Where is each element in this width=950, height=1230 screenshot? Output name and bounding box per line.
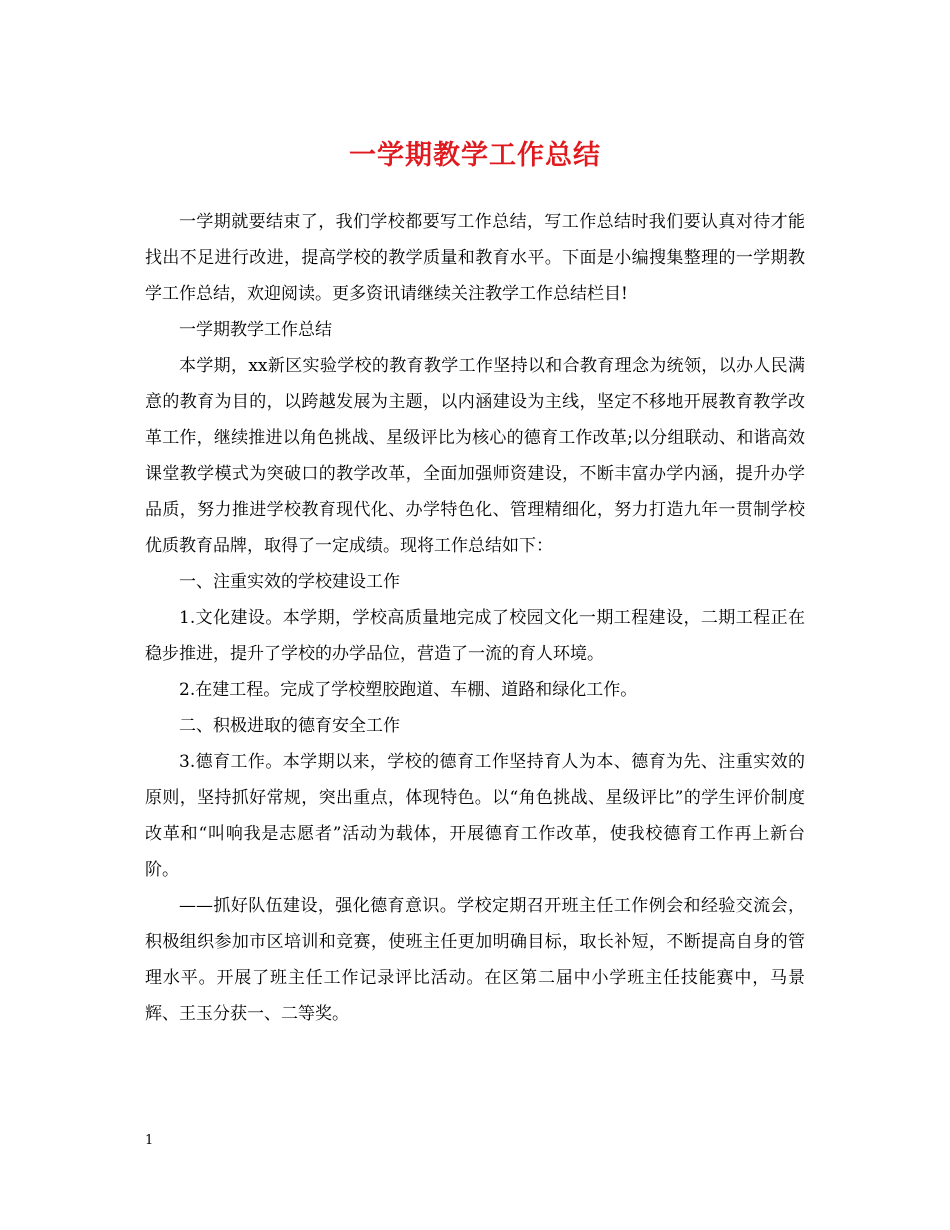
- section-heading-2: 二、积极进取的德育安全工作: [179, 716, 400, 736]
- paragraph-intro: 一学期就要结束了，我们学校都要写工作总结，写工作总结时我们要认真对待才能找出不足进行改进，提高学校的教学质量和教育水平。下面是小编搜集整理的一学期教学工作总结，欢迎阅读。更多资讯请继续关注教学工作总结栏目!: [145, 212, 805, 304]
- section-heading-1: 一、注重实效的学校建设工作: [179, 572, 400, 592]
- paragraph-team-building: ——抓好队伍建设，强化德育意识。学校定期召开班主任工作例会和经验交流会，积极组织参加市区培训和竞赛，使班主任更加明确目标，取长补短，不断提高自身的管理水平。开展了班主任工作记录评比活动。在区第二届中小学班主任技能赛中，马景辉、王玉分获一、二等奖。: [145, 896, 805, 1024]
- document-body: [145, 204, 805, 1032]
- paragraph-overview: 本学期，xx新区实验学校的教育教学工作坚持以和合教育理念为统领，以办人民满意的教育为目的，以跨越发展为主题，以内涵建设为主线，坚定不移地开展教育教学改革工作，继续推进以角色挑战、星级评比为核心的德育工作改革;以分组联动、和谐高效课堂教学模式为突破口的教学改革，全面加强师资建设，不断丰富办学内涵，提升办学品质，努力推进学校教育现代化、办学特色化、管理精细化，努力打造九年一贯制学校优质教育品牌，取得了一定成绩。现将工作总结如下：: [145, 356, 805, 556]
- paragraph-construction: 2.在建工程。完成了学校塑胶跑道、车棚、道路和绿化工作。: [179, 680, 638, 700]
- paragraph-subtitle: 一学期教学工作总结: [179, 320, 332, 340]
- paragraph-moral-education: 3.德育工作。本学期以来，学校的德育工作坚持育人为本、德育为先、注重实效的原则，坚持抓好常规，突出重点，体现特色。以“角色挑战、星级评比”的学生评价制度改革和“叫响我是志愿者”活动为载体，开展德育工作改革，使我校德育工作再上新台阶。: [145, 752, 805, 880]
- page-number: 1: [145, 1133, 154, 1148]
- document-title: 一学期教学工作总结: [349, 140, 601, 171]
- paragraph-culture: 1.文化建设。本学期，学校高质量地完成了校园文化一期工程建设，二期工程正在稳步推进，提升了学校的办学品位，营造了一流的育人环境。: [145, 608, 805, 664]
